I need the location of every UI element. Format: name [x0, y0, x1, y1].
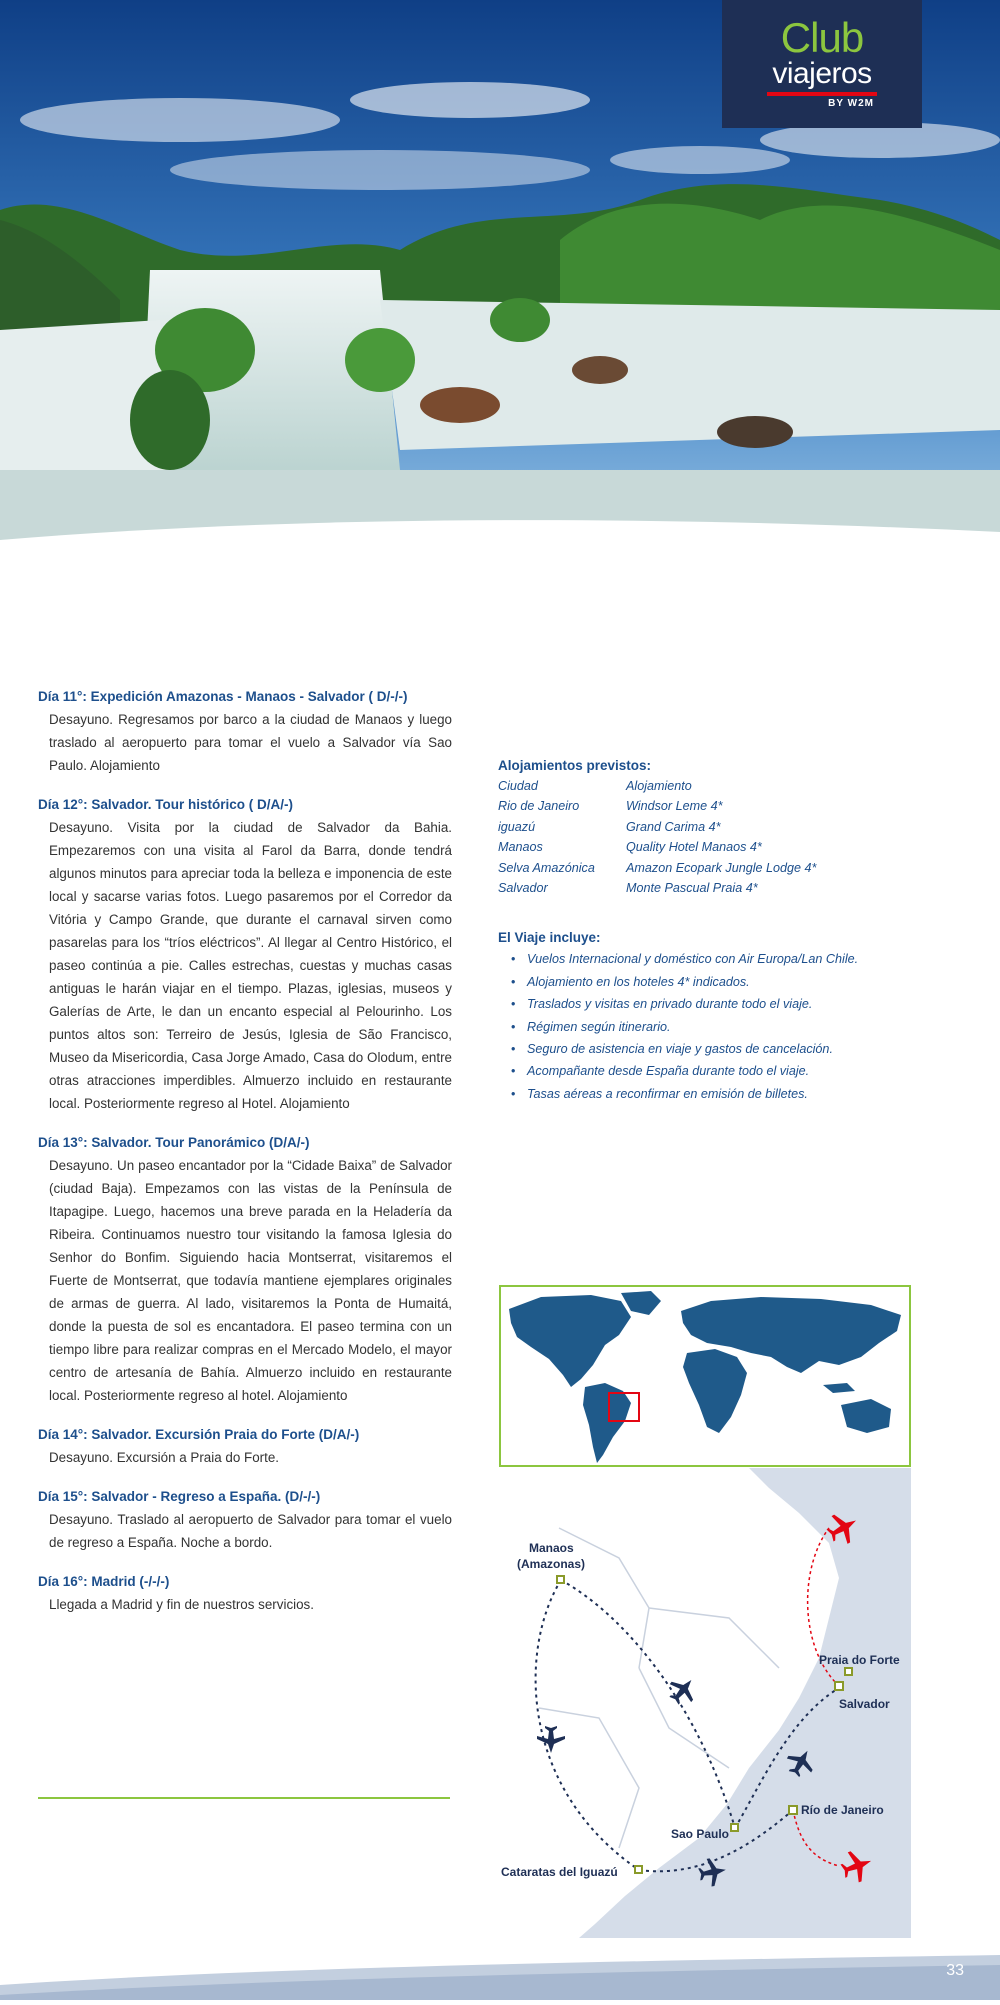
- logo-by-text: BY W2M: [828, 98, 874, 109]
- list-item: • Acompañante desde España durante todo el viaje.: [498, 1060, 918, 1082]
- day-13: [38, 1132, 452, 1407]
- list-item: • Tasas aéreas a reconfirmar en emisión de billetes.: [498, 1083, 918, 1105]
- includes-title: El Viaje incluye:: [498, 930, 601, 946]
- rio-marker: [789, 1806, 797, 1814]
- city-header: Ciudad: [498, 779, 538, 793]
- day-title: Día 13°: Salvador. Tour Panorámico (D/A/-): [38, 1135, 310, 1150]
- accommodation-row: [498, 878, 918, 898]
- footer-band: [0, 1955, 1000, 2000]
- day-title: Día 14°: Salvador. Excursión Praia do Forte (D/A/-): [38, 1427, 360, 1442]
- green-divider: [38, 1797, 450, 1799]
- day-title: Día 16°: Madrid (-/-/-): [38, 1574, 170, 1589]
- day-title: Día 15°: Salvador - Regreso a España. (D/-/-): [38, 1489, 321, 1504]
- list-item: • Régimen según itinerario.: [498, 1016, 918, 1038]
- airplane-icon: [837, 1846, 876, 1886]
- accommodation-row: [498, 837, 918, 857]
- list-item: • Seguro de asistencia en viaje y gastos de cancelación.: [498, 1038, 918, 1060]
- iguazu-marker: [635, 1866, 642, 1873]
- day-text: Desayuno. Traslado al aeropuerto de Salvador para tomar el vuelo de regreso a España. Noche a bordo.: [49, 1512, 452, 1550]
- info-column: [498, 756, 918, 1105]
- day-text: Llegada a Madrid y fin de nuestros servicios.: [49, 1597, 314, 1612]
- club-viajeros-logo: [722, 0, 922, 128]
- logo-club-text: Club: [780, 14, 864, 61]
- praia-label: Praia do Forte: [819, 1653, 900, 1667]
- hotel-cell: Quality Hotel Manaos 4*: [626, 840, 762, 855]
- day-15: [38, 1486, 452, 1554]
- day-14: [38, 1424, 452, 1469]
- africa-shape: [683, 1349, 747, 1433]
- saopaulo-marker: [731, 1824, 738, 1831]
- day-text: Desayuno. Un paseo encantador por la “Cidade Baixa” de Salvador (ciudad Baja). Empezamos con las vistas de la Península de Itapagipe. Luego, hacemos una breve parada en la Heladería da Ribeira. Continuamos nuestro tour visitando la famosa Iglesia do Senhor do Bonfim. Siguiendo hacia Montserrat, visitaremos el Fuerte de Montserrat, que todavía mantiene ejemplares originales de armas de guerra. Al lado, visitaremos la Ponta de Humaitá, donde la puesta de sol es encantadora. El paseo termina con un tiempo libre para realizar compras en el Mercado Modelo, el mayor centro de artesanía de Bahía. Almuerzo incluido en restaurante local. Posteriormente regreso al hotel. Alojamiento: [49, 1158, 452, 1403]
- iguazu-label: Cataratas del Iguazú: [501, 1865, 618, 1879]
- saopaulo-label: Sao Paulo: [671, 1827, 730, 1841]
- day-12: [38, 794, 452, 1115]
- salvador-label: Salvador: [839, 1697, 890, 1711]
- page-number: 33: [946, 1962, 964, 1979]
- manaos-marker: [557, 1576, 564, 1583]
- manaos-sub-label: (Amazonas): [517, 1557, 586, 1571]
- rio-label: Río de Janeiro: [801, 1803, 884, 1817]
- airplane-icon: [697, 1856, 728, 1888]
- city-cell: Rio de Janeiro: [498, 799, 580, 814]
- logo-red-bar: [767, 92, 877, 96]
- indonesia-shape: [823, 1383, 855, 1393]
- accommodation-section: [498, 756, 918, 898]
- day-title: Día 11°: Expedición Amazonas - Manaos - Salvador ( D/-/-): [38, 689, 408, 704]
- hotel-header: Alojamiento: [626, 779, 692, 793]
- list-item: • Traslados y visitas en privado durante todo el viaje.: [498, 993, 918, 1015]
- salvador-marker: [835, 1682, 843, 1690]
- hotel-cell: Grand Carima 4*: [626, 819, 721, 834]
- hotel-cell: Amazon Ecopark Jungle Lodge 4*: [626, 860, 817, 875]
- city-cell: Manaos: [498, 840, 543, 855]
- north-america-shape: [509, 1295, 631, 1387]
- hotel-cell: Monte Pascual Praia 4*: [626, 881, 758, 896]
- itinerary-column: [38, 686, 452, 1633]
- city-cell: Salvador: [498, 881, 548, 896]
- day-text: Desayuno. Visita por la ciudad de Salvador da Bahia. Empezaremos con una visita al Farol da Barra, donde tendrá algunos minutos para apreciar toda la belleza e imponencia de este local y sacarse varias fotos. Luego pasaremos por el Corredor da Vitória y Campo Grande, que durante el carnaval sirven como pasarelas para los “tríos eléctricos”. Al llegar al Centro Histórico, el paseo continúa a pie. Calles estrechas, cuestas y muchas casas antiguas le harán viajar en el tiempo. Plazas, iglesias, museos y Galerías de Arte, le dan un encanto especial al Pelourinho. Los puntos altos son: Terreiro de Jesús, Iglesia de São Francisco, Museo da Misericordia, Casa Jorge Amado, Casa do Olodum, entre otras atracciones imperdibles. Almuerzo incluido en restaurante local. Posteriormente regreso al Hotel. Alojamiento: [49, 820, 452, 1111]
- accommodation-header-row: [498, 776, 918, 796]
- accommodation-row: [498, 858, 918, 878]
- day-11: [38, 686, 452, 777]
- logo-viajeros-text: viajeros: [772, 57, 872, 90]
- australia-shape: [841, 1399, 891, 1433]
- day-title: Día 12°: Salvador. Tour histórico ( D/A/-): [38, 797, 293, 812]
- world-map: [499, 1285, 911, 1467]
- list-item: • Vuelos Internacional y doméstico con Air Europa/Lan Chile.: [498, 948, 918, 970]
- city-cell: iguazú: [498, 819, 536, 834]
- day-text: Desayuno. Excursión a Praia do Forte.: [49, 1450, 279, 1465]
- airplane-icon: [782, 1744, 820, 1781]
- praia-marker: [845, 1668, 852, 1675]
- accommodation-row: [498, 796, 918, 816]
- accommodation-title: Alojamientos previstos:: [498, 758, 652, 773]
- accommodation-row: [498, 817, 918, 837]
- south-america-shape: [583, 1383, 631, 1463]
- city-cell: Selva Amazónica: [498, 860, 595, 875]
- includes-list: [498, 948, 918, 1105]
- hotel-cell: Windsor Leme 4*: [626, 799, 723, 814]
- list-item: • Alojamiento en los hoteles 4* indicados.: [498, 971, 918, 993]
- manaos-label: Manaos: [529, 1541, 574, 1555]
- route-rio-europe: [793, 1810, 839, 1866]
- includes-section: [498, 928, 918, 1105]
- day-16: [38, 1571, 452, 1616]
- day-text: Desayuno. Regresamos por barco a la ciudad de Manaos y luego traslado al aeropuerto para tomar el vuelo a Salvador vía Sao Paulo. Alojamiento: [49, 712, 452, 773]
- route-map: [499, 1468, 911, 1938]
